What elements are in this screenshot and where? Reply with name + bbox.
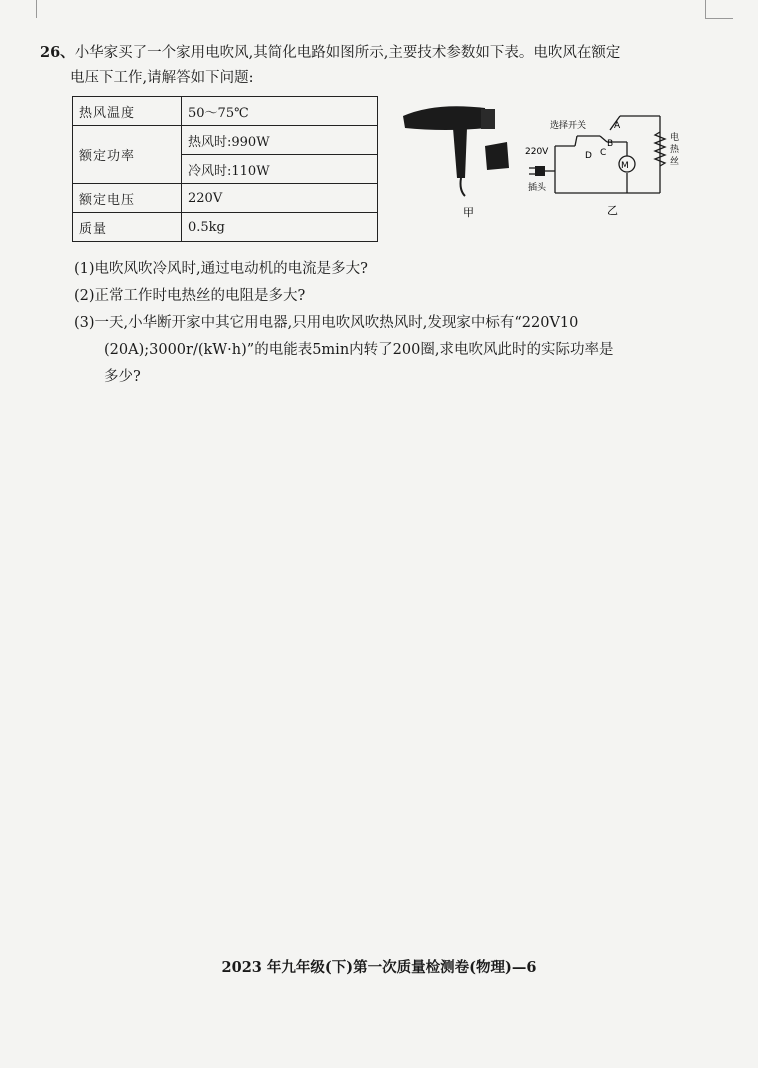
figures <box>395 98 705 228</box>
spec-value-power-cold: 冷风时:110W <box>182 155 378 184</box>
spec-value-temp: 50～75℃ <box>182 97 378 126</box>
crop-mark-left <box>36 0 37 18</box>
voltage-label: 220V <box>525 147 549 157</box>
question-intro <box>40 40 700 91</box>
terminal-d: D <box>585 151 592 161</box>
table-row <box>73 97 378 126</box>
terminal-b: B <box>607 139 614 149</box>
heater-label-2: 热 <box>670 145 680 155</box>
figure-caption-b: 乙 <box>607 204 618 217</box>
terminal-a: A <box>614 121 621 131</box>
question-intro-line1: 小华家买了一个家用电吹风,其简化电路如图所示,主要技术参数如下表。电吹风在额定 <box>74 45 621 61</box>
hair-dryer-illustration <box>403 106 509 196</box>
spec-label-temp: 热风温度 <box>73 97 182 126</box>
subquestion-3-line3: 多少? <box>104 369 141 385</box>
spec-label-power: 额定功率 <box>73 126 182 184</box>
heater-label-3: 丝 <box>670 157 680 167</box>
spec-value-mass: 0.5kg <box>182 213 378 242</box>
figure-caption-a: 甲 <box>463 206 474 219</box>
spec-label-voltage: 额定电压 <box>73 184 182 213</box>
question-intro-line2: 电压下工作,请解答如下问题: <box>70 70 254 86</box>
plug-icon <box>529 166 555 176</box>
subquestion-1: (1)电吹风吹冷风时,通过电动机的电流是多大? <box>74 261 368 277</box>
subquestion-3-line2: (20A);3000r/(kW·h)”的电能表5min内转了200圈,求电吹风此时的实际功率是 <box>104 342 614 358</box>
subquestion-2: (2)正常工作时电热丝的电阻是多大? <box>74 288 306 304</box>
subquestions <box>74 256 704 391</box>
terminal-c: C <box>600 148 607 158</box>
table-row <box>73 184 378 213</box>
spec-value-voltage: 220V <box>182 184 378 213</box>
spec-table <box>72 96 378 242</box>
crop-mark-right <box>705 0 706 18</box>
spec-label-mass: 质量 <box>73 213 182 242</box>
crop-mark-right-h <box>705 18 733 19</box>
page-footer: 2023 年九年级(下)第一次质量检测卷(物理)—6 <box>221 959 537 976</box>
table-row <box>73 213 378 242</box>
question-number: 26、 <box>40 44 75 61</box>
subquestion-3-line1: (3)一天,小华断开家中其它用电器,只用电吹风吹热风时,发现家中标有“220V10 <box>74 315 579 331</box>
switch-label: 选择开关 <box>550 121 587 131</box>
motor-symbol: M <box>621 161 629 171</box>
figure-svg <box>395 98 705 228</box>
heater-label-1: 电 <box>670 133 680 143</box>
plug-label: 插头 <box>528 183 547 193</box>
spec-value-power-hot: 热风时:990W <box>182 126 378 155</box>
table-row <box>73 126 378 155</box>
